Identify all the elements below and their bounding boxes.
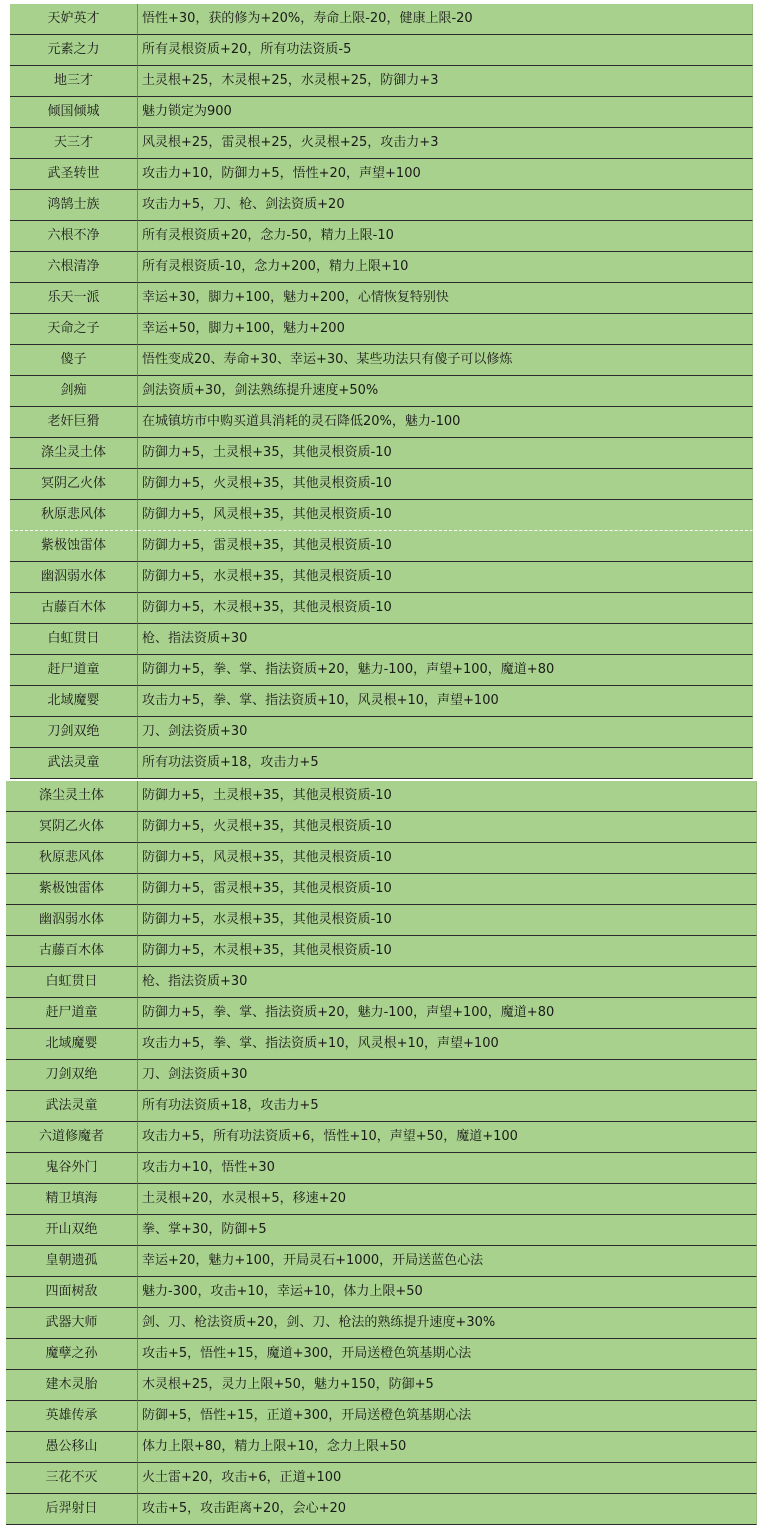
trait-name-cell: 开山双绝 (6, 1215, 138, 1246)
trait-effect-cell: 防御力+5，风灵根+35，其他灵根资质-10 (138, 843, 757, 874)
trait-name-cell: 北域魔婴 (6, 1029, 138, 1060)
trait-name-cell: 三花不灭 (6, 1463, 138, 1494)
trait-effect-cell: 幸运+30，脚力+100，魅力+200，心情恢复特别快 (138, 283, 753, 314)
trait-effect-cell: 土灵根+25，木灵根+25，水灵根+25，防御力+3 (138, 66, 753, 97)
trait-name-cell: 皇朝遗孤 (6, 1246, 138, 1277)
table-row (0, 1246, 762, 1277)
table-row (0, 874, 762, 905)
trait-effect-cell: 防御力+5，风灵根+35，其他灵根资质-10 (138, 500, 753, 531)
trait-name-cell: 古藤百木体 (6, 936, 138, 967)
table-row (0, 531, 762, 562)
trait-table (0, 4, 762, 1525)
trait-name-cell: 赶尸道童 (6, 998, 138, 1029)
table-row (0, 407, 762, 438)
trait-name-cell: 天妒英才 (10, 4, 138, 35)
trait-name-cell: 地三才 (10, 66, 138, 97)
trait-name-cell: 倾国倾城 (10, 97, 138, 128)
table-row (0, 376, 762, 407)
table-row (0, 469, 762, 500)
trait-effect-cell: 攻击+5，攻击距离+20，会心+20 (138, 1494, 757, 1525)
table-row (0, 1215, 762, 1246)
trait-name-cell: 涤尘灵土体 (6, 781, 138, 812)
table-row (0, 97, 762, 128)
table-row (0, 593, 762, 624)
trait-effect-cell: 所有灵根资质+20，念力-50，精力上限-10 (138, 221, 753, 252)
trait-name-cell: 涤尘灵土体 (10, 438, 138, 469)
trait-effect-cell: 攻击力+5，拳、掌、指法资质+10，风灵根+10，声望+100 (138, 686, 753, 717)
trait-effect-cell: 防御力+5，水灵根+35，其他灵根资质-10 (138, 562, 753, 593)
trait-effect-cell: 悟性+30，获的修为+20%，寿命上限-20，健康上限-20 (138, 4, 753, 35)
trait-name-cell: 天命之子 (10, 314, 138, 345)
table-row (0, 748, 762, 779)
trait-effect-cell: 防御力+5，土灵根+35，其他灵根资质-10 (138, 781, 757, 812)
table-row (0, 686, 762, 717)
trait-name-cell: 魔孽之孙 (6, 1339, 138, 1370)
table-row (0, 843, 762, 874)
trait-effect-cell: 剑、刀、枪法资质+20，剑、刀、枪法的熟练提升速度+30% (138, 1308, 757, 1339)
trait-name-cell: 赶尸道童 (10, 655, 138, 686)
table-row (0, 936, 762, 967)
trait-name-cell: 幽泅弱水体 (6, 905, 138, 936)
trait-name-cell: 鸿鹄士族 (10, 190, 138, 221)
trait-name-cell: 傻子 (10, 345, 138, 376)
trait-name-cell: 幽泅弱水体 (10, 562, 138, 593)
table-row (0, 967, 762, 998)
table-row (0, 314, 762, 345)
trait-name-cell: 六根清净 (10, 252, 138, 283)
trait-effect-cell: 拳、掌+30，防御+5 (138, 1215, 757, 1246)
table-row (0, 1339, 762, 1370)
trait-effect-cell: 防御力+5，拳、掌、指法资质+20，魅力-100，声望+100，魔道+80 (138, 998, 757, 1029)
trait-effect-cell: 防御力+5，拳、掌、指法资质+20，魅力-100，声望+100，魔道+80 (138, 655, 753, 686)
trait-name-cell: 鬼谷外门 (6, 1153, 138, 1184)
trait-effect-cell: 防御力+5，土灵根+35，其他灵根资质-10 (138, 438, 753, 469)
table-row (0, 781, 762, 812)
trait-effect-cell: 魅力锁定为900 (138, 97, 753, 128)
trait-name-cell: 刀剑双绝 (6, 1060, 138, 1091)
trait-name-cell: 精卫填海 (6, 1184, 138, 1215)
trait-effect-cell: 悟性变成20、寿命+30、幸运+30、某些功法只有傻子可以修炼 (138, 345, 753, 376)
trait-effect-cell: 攻击力+10，防御力+5，悟性+20，声望+100 (138, 159, 753, 190)
trait-effect-cell: 刀、剑法资质+30 (138, 717, 753, 748)
table-segment-2 (0, 781, 762, 1525)
table-row (0, 1029, 762, 1060)
trait-effect-cell: 剑法资质+30，剑法熟练提升速度+50% (138, 376, 753, 407)
trait-name-cell: 天三才 (10, 128, 138, 159)
trait-name-cell: 武圣转世 (10, 159, 138, 190)
table-row (0, 717, 762, 748)
trait-effect-cell: 木灵根+25，灵力上限+50，魅力+150，防御+5 (138, 1370, 757, 1401)
trait-effect-cell: 防御力+5，雷灵根+35，其他灵根资质-10 (138, 874, 757, 905)
trait-effect-cell: 防御力+5，水灵根+35，其他灵根资质-10 (138, 905, 757, 936)
table-row (0, 221, 762, 252)
trait-effect-cell: 刀、剑法资质+30 (138, 1060, 757, 1091)
trait-name-cell: 六道修魔者 (6, 1122, 138, 1153)
trait-name-cell: 愚公移山 (6, 1432, 138, 1463)
trait-name-cell: 后羿射日 (6, 1494, 138, 1525)
table-row (0, 1184, 762, 1215)
trait-name-cell: 四面树敌 (6, 1277, 138, 1308)
table-row (0, 438, 762, 469)
trait-name-cell: 六根不净 (10, 221, 138, 252)
table-row (0, 812, 762, 843)
trait-effect-cell: 防御力+5，木灵根+35，其他灵根资质-10 (138, 936, 757, 967)
table-row (0, 1060, 762, 1091)
trait-effect-cell: 攻击力+5，刀、枪、剑法资质+20 (138, 190, 753, 221)
trait-name-cell: 冥阴乙火体 (10, 469, 138, 500)
trait-effect-cell: 在城镇坊市中购买道具消耗的灵石降低20%，魅力-100 (138, 407, 753, 438)
trait-effect-cell: 攻击+5，悟性+15，魔道+300，开局送橙色筑基期心法 (138, 1339, 757, 1370)
trait-name-cell: 白虹贯日 (6, 967, 138, 998)
trait-effect-cell: 所有灵根资质+20，所有功法资质-5 (138, 35, 753, 66)
trait-name-cell: 武法灵童 (10, 748, 138, 779)
trait-effect-cell: 魅力-300，攻击+10，幸运+10，体力上限+50 (138, 1277, 757, 1308)
trait-name-cell: 古藤百木体 (10, 593, 138, 624)
trait-name-cell: 武法灵童 (6, 1091, 138, 1122)
trait-effect-cell: 攻击力+10，悟性+30 (138, 1153, 757, 1184)
table-row (0, 190, 762, 221)
table-row (0, 35, 762, 66)
table-row (0, 1463, 762, 1494)
table-row (0, 1277, 762, 1308)
table-row (0, 1153, 762, 1184)
trait-name-cell: 英雄传承 (6, 1401, 138, 1432)
table-row (0, 905, 762, 936)
trait-effect-cell: 体力上限+80，精力上限+10，念力上限+50 (138, 1432, 757, 1463)
trait-name-cell: 白虹贯日 (10, 624, 138, 655)
trait-effect-cell: 攻击力+5，拳、掌、指法资质+10，风灵根+10，声望+100 (138, 1029, 757, 1060)
trait-effect-cell: 防御力+5，雷灵根+35，其他灵根资质-10 (138, 531, 753, 562)
trait-effect-cell: 幸运+50，脚力+100，魅力+200 (138, 314, 753, 345)
trait-name-cell: 老奸巨猾 (10, 407, 138, 438)
table-row (0, 562, 762, 593)
trait-effect-cell: 所有功法资质+18，攻击力+5 (138, 1091, 757, 1122)
trait-effect-cell: 幸运+20，魅力+100，开局灵石+1000，开局送蓝色心法 (138, 1246, 757, 1277)
table-row (0, 1122, 762, 1153)
trait-effect-cell: 枪、指法资质+30 (138, 624, 753, 655)
trait-effect-cell: 防御力+5，火灵根+35，其他灵根资质-10 (138, 469, 753, 500)
table-row (0, 1091, 762, 1122)
table-row (0, 624, 762, 655)
trait-effect-cell: 火土雷+20，攻击+6，正道+100 (138, 1463, 757, 1494)
trait-effect-cell: 防御力+5，木灵根+35，其他灵根资质-10 (138, 593, 753, 624)
trait-name-cell: 乐天一派 (10, 283, 138, 314)
table-row (0, 4, 762, 35)
trait-effect-cell: 防御+5，悟性+15，正道+300，开局送橙色筑基期心法 (138, 1401, 757, 1432)
table-row (0, 128, 762, 159)
trait-name-cell: 剑痴 (10, 376, 138, 407)
table-row (0, 1432, 762, 1463)
table-row (0, 1494, 762, 1525)
trait-effect-cell: 所有灵根资质-10，念力+200，精力上限+10 (138, 252, 753, 283)
table-row (0, 655, 762, 686)
trait-effect-cell: 所有功法资质+18，攻击力+5 (138, 748, 753, 779)
sheet-right-edge (758, 4, 762, 1519)
table-row (0, 500, 762, 531)
trait-effect-cell: 防御力+5，火灵根+35，其他灵根资质-10 (138, 812, 757, 843)
table-row (0, 1308, 762, 1339)
table-row (0, 1401, 762, 1432)
table-row (0, 252, 762, 283)
table-row (0, 998, 762, 1029)
trait-effect-cell: 枪、指法资质+30 (138, 967, 757, 998)
trait-name-cell: 武器大师 (6, 1308, 138, 1339)
table-row (0, 345, 762, 376)
table-row (0, 159, 762, 190)
trait-name-cell: 刀剑双绝 (10, 717, 138, 748)
trait-name-cell: 秋原悲风体 (6, 843, 138, 874)
trait-effect-cell: 土灵根+20，水灵根+5，移速+20 (138, 1184, 757, 1215)
trait-name-cell: 紫极蚀雷体 (10, 531, 138, 562)
trait-name-cell: 元素之力 (10, 35, 138, 66)
trait-name-cell: 秋原悲风体 (10, 500, 138, 531)
trait-effect-cell: 攻击力+5，所有功法资质+6，悟性+10，声望+50，魔道+100 (138, 1122, 757, 1153)
table-segment-1 (0, 4, 762, 779)
table-row (0, 1370, 762, 1401)
trait-name-cell: 北域魔婴 (10, 686, 138, 717)
table-row (0, 283, 762, 314)
trait-name-cell: 建木灵胎 (6, 1370, 138, 1401)
trait-name-cell: 冥阴乙火体 (6, 812, 138, 843)
trait-name-cell: 紫极蚀雷体 (6, 874, 138, 905)
trait-effect-cell: 风灵根+25，雷灵根+25，火灵根+25，攻击力+3 (138, 128, 753, 159)
table-row (0, 66, 762, 97)
